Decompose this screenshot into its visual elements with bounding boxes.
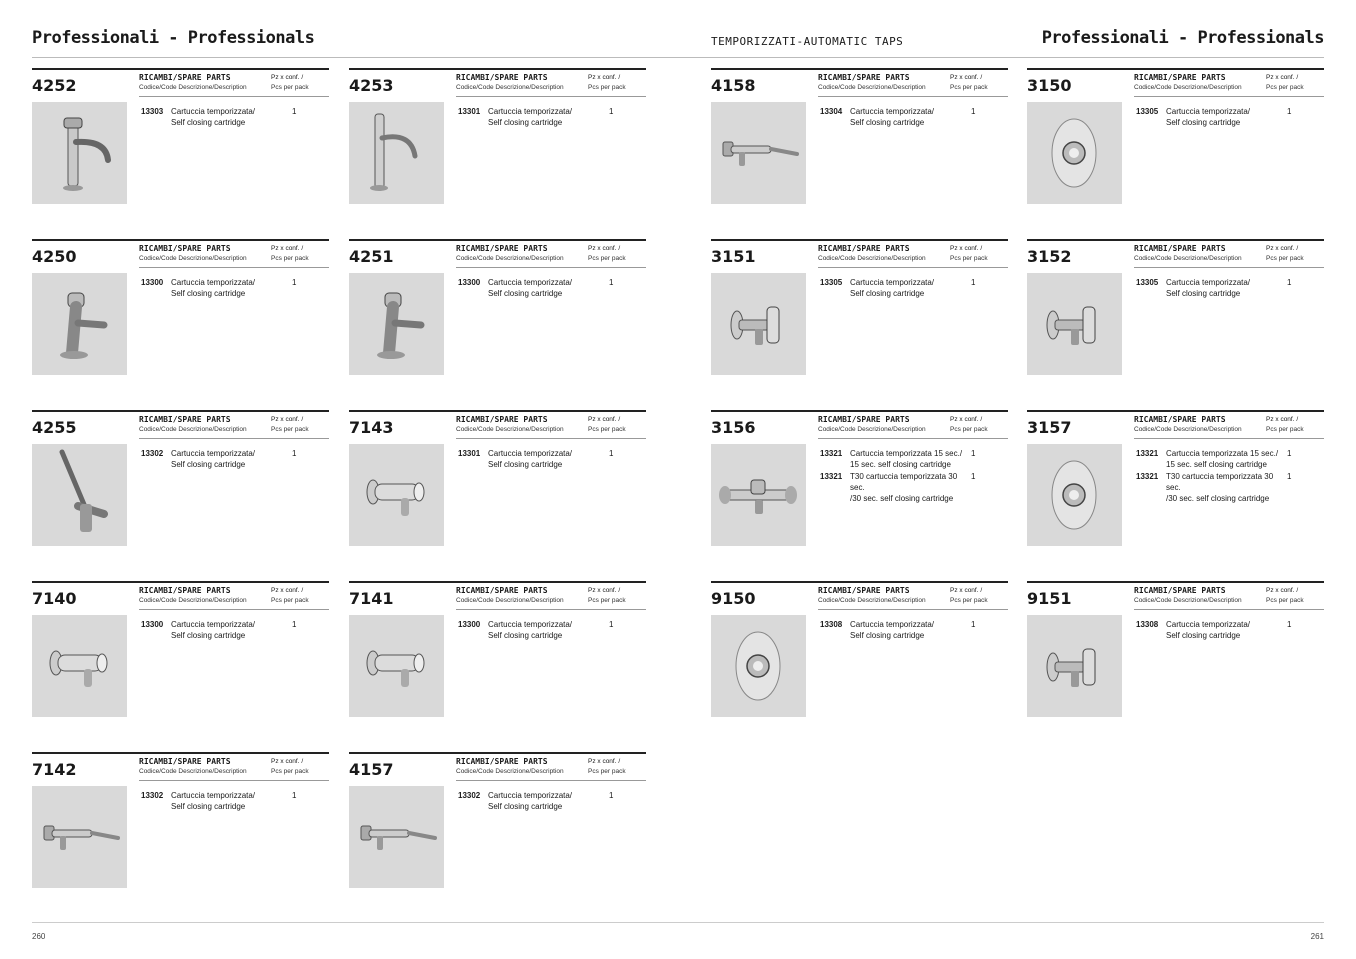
part-quantity: 1	[609, 791, 614, 800]
pcs-per-pack-heading: Pcs per pack	[950, 84, 988, 91]
part-code: 13321	[820, 472, 843, 481]
spare-parts-table	[139, 756, 329, 813]
spare-parts-table	[456, 72, 646, 129]
part-quantity: 1	[609, 449, 614, 458]
spare-parts-heading: RICAMBI/SPARE PARTS Pz x conf. /	[139, 757, 304, 766]
part-code: 13302	[141, 449, 164, 458]
table-rule	[139, 609, 329, 610]
angle-valve-icon	[711, 273, 806, 375]
product-photo	[349, 615, 444, 717]
spare-parts-table	[139, 585, 329, 642]
part-code: 13304	[820, 107, 843, 116]
spare-parts-table	[456, 414, 646, 471]
pcs-heading: Pz x conf. /	[1266, 587, 1299, 594]
spare-parts-heading: RICAMBI/SPARE PARTS Pz x conf. /	[456, 586, 621, 595]
model-number: 3152	[1027, 247, 1072, 266]
wall-push-button-icon	[711, 615, 806, 717]
table-rule	[456, 438, 646, 439]
spare-parts-heading: RICAMBI/SPARE PARTS Pz x conf. /	[139, 244, 304, 253]
header-divider	[32, 57, 1324, 58]
part-code: 13302	[458, 791, 481, 800]
part-quantity: 1	[1287, 472, 1292, 481]
section-subtitle: TEMPORIZZATI-AUTOMATIC TAPS	[711, 35, 904, 48]
part-description: Cartuccia temporizzata/ Self closing cartridge	[488, 449, 573, 469]
pcs-heading: Pz x conf. /	[588, 74, 621, 81]
product-card	[32, 68, 329, 208]
part-code: 13305	[1136, 278, 1159, 287]
part-quantity: 1	[292, 278, 297, 287]
pcs-heading: Pz x conf. /	[950, 587, 983, 594]
pcs-heading: Pz x conf. /	[271, 416, 304, 423]
product-card	[711, 239, 1008, 379]
spare-part-row	[818, 106, 1008, 129]
pcs-per-pack-heading: Pcs per pack	[271, 84, 309, 91]
product-card	[349, 410, 646, 550]
spare-parts-heading: RICAMBI/SPARE PARTS Pz x conf. /	[818, 586, 983, 595]
column-headings: Codice/Code Descrizione/Description Pcs per pack	[1134, 597, 1304, 604]
spare-parts-table	[1134, 243, 1324, 300]
pcs-per-pack-heading: Pcs per pack	[271, 768, 309, 775]
page-number-right: 261	[1310, 932, 1324, 941]
product-photo	[1027, 102, 1122, 204]
pcs-heading: Pz x conf. /	[588, 587, 621, 594]
part-description: T30 cartuccia temporizzata 30 sec. /30 sec. self closing cartridge	[1166, 472, 1274, 503]
card-top-rule	[1027, 410, 1324, 412]
table-rule	[818, 267, 1008, 268]
part-description: Cartuccia temporizzata/ Self closing cartridge	[850, 620, 935, 640]
part-quantity: 1	[292, 620, 297, 629]
spare-parts-heading: RICAMBI/SPARE PARTS Pz x conf. /	[456, 415, 621, 424]
spare-parts-heading: RICAMBI/SPARE PARTS Pz x conf. /	[818, 73, 983, 82]
table-rule	[818, 96, 1008, 97]
card-top-rule	[349, 752, 646, 754]
pcs-heading: Pz x conf. /	[588, 758, 621, 765]
model-number: 3156	[711, 418, 756, 437]
spare-parts-heading: RICAMBI/SPARE PARTS Pz x conf. /	[139, 415, 304, 424]
spare-parts-table	[1134, 414, 1324, 503]
part-quantity: 1	[609, 107, 614, 116]
part-code: 13300	[141, 278, 164, 287]
product-photo	[349, 273, 444, 375]
wall-push-button-icon	[1027, 102, 1122, 204]
product-photo	[711, 102, 806, 204]
page-number-left: 260	[32, 932, 46, 941]
card-top-rule	[32, 239, 329, 241]
spare-parts-table	[456, 756, 646, 813]
pcs-heading: Pz x conf. /	[950, 416, 983, 423]
page-title-left: Professionali - Professionals	[32, 28, 315, 48]
model-number: 4158	[711, 76, 756, 95]
column-headings: Codice/Code Descrizione/Description Pcs per pack	[139, 426, 309, 433]
column-headings: Codice/Code Descrizione/Description Pcs per pack	[139, 768, 309, 775]
table-rule	[818, 609, 1008, 610]
pcs-heading: Pz x conf. /	[271, 245, 304, 252]
part-code: 13300	[141, 620, 164, 629]
angle-valve-icon	[1027, 273, 1122, 375]
spare-parts-heading: RICAMBI/SPARE PARTS Pz x conf. /	[1134, 244, 1299, 253]
spare-parts-heading: RICAMBI/SPARE PARTS Pz x conf. /	[456, 244, 621, 253]
pcs-per-pack-heading: Pcs per pack	[271, 597, 309, 604]
part-description: Cartuccia temporizzata/ Self closing cartridge	[850, 107, 935, 127]
pcs-per-pack-heading: Pcs per pack	[950, 597, 988, 604]
product-card	[32, 410, 329, 550]
spare-part-row	[139, 448, 329, 471]
part-description: T30 cartuccia temporizzata 30 sec. /30 sec. self closing cartridge	[850, 472, 958, 503]
pcs-heading: Pz x conf. /	[588, 416, 621, 423]
wall-tap-lever-icon	[349, 786, 444, 888]
card-top-rule	[349, 581, 646, 583]
part-description: Cartuccia temporizzata/ Self closing cartridge	[488, 107, 573, 127]
spare-part-row	[818, 448, 1008, 471]
part-description: Cartuccia temporizzata/ Self closing cartridge	[850, 278, 935, 298]
basin-tap-slim-icon	[349, 102, 444, 204]
part-description: Cartuccia temporizzata 15 sec./ 15 sec. self closing cartridge	[850, 449, 963, 469]
column-headings: Codice/Code Descrizione/Description Pcs per pack	[1134, 426, 1304, 433]
part-code: 13300	[458, 620, 481, 629]
product-card	[1027, 581, 1324, 721]
spare-part-row	[139, 790, 329, 813]
card-top-rule	[1027, 68, 1324, 70]
pcs-per-pack-heading: Pcs per pack	[950, 255, 988, 262]
spare-parts-heading: RICAMBI/SPARE PARTS Pz x conf. /	[139, 73, 304, 82]
product-card	[349, 239, 646, 379]
pcs-per-pack-heading: Pcs per pack	[1266, 426, 1304, 433]
column-headings: Codice/Code Descrizione/Description Pcs per pack	[818, 597, 988, 604]
product-photo	[711, 444, 806, 546]
table-rule	[818, 438, 1008, 439]
pcs-heading: Pz x conf. /	[950, 245, 983, 252]
part-quantity: 1	[1287, 620, 1292, 629]
card-top-rule	[349, 68, 646, 70]
part-description: Cartuccia temporizzata/ Self closing cartridge	[488, 278, 573, 298]
product-card	[1027, 68, 1324, 208]
card-top-rule	[711, 68, 1008, 70]
model-number: 9151	[1027, 589, 1072, 608]
product-photo	[1027, 444, 1122, 546]
part-quantity: 1	[971, 472, 976, 481]
model-number: 9150	[711, 589, 756, 608]
spare-parts-table	[139, 243, 329, 300]
part-description: Cartuccia temporizzata/ Self closing cartridge	[171, 620, 256, 640]
pcs-per-pack-heading: Pcs per pack	[271, 426, 309, 433]
spare-part-row	[1134, 277, 1324, 300]
part-description: Cartuccia temporizzata/ Self closing cartridge	[171, 278, 256, 298]
wall-push-button-icon	[1027, 444, 1122, 546]
model-number: 4255	[32, 418, 77, 437]
product-photo	[32, 102, 127, 204]
part-code: 13321	[1136, 449, 1159, 458]
spare-parts-heading: RICAMBI/SPARE PARTS Pz x conf. /	[818, 244, 983, 253]
wall-tap-spout-icon	[32, 615, 127, 717]
spare-part-row	[1134, 106, 1324, 129]
part-description: Cartuccia temporizzata/ Self closing cartridge	[488, 791, 573, 811]
part-quantity: 1	[971, 107, 976, 116]
wall-tap-lever-icon	[32, 786, 127, 888]
spare-part-row	[1134, 448, 1324, 471]
part-description: Cartuccia temporizzata/ Self closing cartridge	[171, 449, 256, 469]
model-number: 7142	[32, 760, 77, 779]
column-headings: Codice/Code Descrizione/Description Pcs per pack	[1134, 84, 1304, 91]
part-code: 13301	[458, 449, 481, 458]
spare-parts-heading: RICAMBI/SPARE PARTS Pz x conf. /	[139, 586, 304, 595]
part-quantity: 1	[971, 620, 976, 629]
basin-tap-push-icon	[32, 273, 127, 375]
product-card	[1027, 410, 1324, 550]
pcs-per-pack-heading: Pcs per pack	[588, 597, 626, 604]
spare-parts-table	[456, 585, 646, 642]
table-rule	[139, 267, 329, 268]
part-code: 13301	[458, 107, 481, 116]
pcs-per-pack-heading: Pcs per pack	[588, 84, 626, 91]
model-number: 4250	[32, 247, 77, 266]
part-code: 13321	[820, 449, 843, 458]
spare-parts-table	[139, 414, 329, 471]
part-code: 13305	[820, 278, 843, 287]
table-rule	[1134, 267, 1324, 268]
spare-part-row	[456, 619, 646, 642]
spare-parts-heading: RICAMBI/SPARE PARTS Pz x conf. /	[818, 415, 983, 424]
model-number: 7141	[349, 589, 394, 608]
column-headings: Codice/Code Descrizione/Description Pcs per pack	[818, 426, 988, 433]
pcs-heading: Pz x conf. /	[271, 587, 304, 594]
spare-part-row	[456, 277, 646, 300]
spare-parts-heading: RICAMBI/SPARE PARTS Pz x conf. /	[456, 73, 621, 82]
card-top-rule	[711, 239, 1008, 241]
product-card	[349, 68, 646, 208]
card-top-rule	[32, 68, 329, 70]
product-photo	[711, 273, 806, 375]
part-quantity: 1	[609, 620, 614, 629]
model-number: 3150	[1027, 76, 1072, 95]
part-code: 13305	[1136, 107, 1159, 116]
spare-parts-heading: RICAMBI/SPARE PARTS Pz x conf. /	[1134, 586, 1299, 595]
column-headings: Codice/Code Descrizione/Description Pcs per pack	[1134, 255, 1304, 262]
pcs-per-pack-heading: Pcs per pack	[1266, 255, 1304, 262]
part-quantity: 1	[609, 278, 614, 287]
spare-parts-heading: RICAMBI/SPARE PARTS Pz x conf. /	[1134, 415, 1299, 424]
part-quantity: 1	[292, 791, 297, 800]
page-title-right: Professionali - Professionals	[1041, 28, 1324, 48]
product-card	[711, 68, 1008, 208]
product-photo	[1027, 615, 1122, 717]
spare-parts-table	[456, 243, 646, 300]
spare-parts-table	[818, 585, 1008, 642]
part-code: 13308	[1136, 620, 1159, 629]
part-quantity: 1	[1287, 278, 1292, 287]
column-headings: Codice/Code Descrizione/Description Pcs per pack	[456, 597, 626, 604]
spare-parts-table	[1134, 72, 1324, 129]
basin-tap-push-icon	[349, 273, 444, 375]
model-number: 4253	[349, 76, 394, 95]
product-card	[32, 239, 329, 379]
product-photo	[349, 444, 444, 546]
part-code: 13302	[141, 791, 164, 800]
pcs-heading: Pz x conf. /	[1266, 245, 1299, 252]
product-card	[711, 410, 1008, 550]
spare-part-row	[818, 277, 1008, 300]
footer-divider	[32, 922, 1324, 923]
column-headings: Codice/Code Descrizione/Description Pcs per pack	[456, 768, 626, 775]
pcs-per-pack-heading: Pcs per pack	[950, 426, 988, 433]
part-code: 13300	[458, 278, 481, 287]
shower-mixer-icon	[711, 444, 806, 546]
part-description: Cartuccia temporizzata/ Self closing cartridge	[488, 620, 573, 640]
pcs-heading: Pz x conf. /	[1266, 74, 1299, 81]
spare-parts-table	[818, 243, 1008, 300]
product-photo	[32, 444, 127, 546]
table-rule	[1134, 609, 1324, 610]
pcs-per-pack-heading: Pcs per pack	[271, 255, 309, 262]
wall-tap-spout-icon	[349, 615, 444, 717]
card-top-rule	[349, 410, 646, 412]
column-headings: Codice/Code Descrizione/Description Pcs per pack	[139, 597, 309, 604]
part-quantity: 1	[971, 449, 976, 458]
column-headings: Codice/Code Descrizione/Description Pcs per pack	[456, 84, 626, 91]
basin-tap-lever-icon	[32, 444, 127, 546]
product-card	[32, 752, 329, 892]
spare-parts-table	[818, 414, 1008, 503]
spare-part-row	[456, 106, 646, 129]
spare-part-row	[139, 277, 329, 300]
part-quantity: 1	[292, 107, 297, 116]
card-top-rule	[1027, 239, 1324, 241]
table-rule	[139, 780, 329, 781]
product-card	[349, 581, 646, 721]
card-top-rule	[32, 752, 329, 754]
card-top-rule	[711, 410, 1008, 412]
model-number: 7140	[32, 589, 77, 608]
product-photo	[349, 786, 444, 888]
product-photo	[32, 615, 127, 717]
part-quantity: 1	[292, 449, 297, 458]
basin-mixer-tall-icon	[32, 102, 127, 204]
part-quantity: 1	[1287, 449, 1292, 458]
spare-part-row	[456, 448, 646, 471]
table-rule	[456, 267, 646, 268]
part-description: Cartuccia temporizzata/ Self closing cartridge	[171, 791, 256, 811]
spare-part-row	[818, 471, 1008, 503]
pcs-per-pack-heading: Pcs per pack	[588, 255, 626, 262]
part-code: 13321	[1136, 472, 1159, 481]
card-top-rule	[349, 239, 646, 241]
column-headings: Codice/Code Descrizione/Description Pcs per pack	[456, 255, 626, 262]
column-headings: Codice/Code Descrizione/Description Pcs per pack	[139, 255, 309, 262]
table-rule	[1134, 96, 1324, 97]
wall-tap-lever-icon	[711, 102, 806, 204]
part-description: Cartuccia temporizzata/ Self closing cartridge	[1166, 107, 1251, 127]
part-description: Cartuccia temporizzata 15 sec./ 15 sec. self closing cartridge	[1166, 449, 1279, 469]
spare-part-row	[456, 790, 646, 813]
spare-parts-table	[139, 72, 329, 129]
product-card	[32, 581, 329, 721]
column-headings: Codice/Code Descrizione/Description Pcs per pack	[139, 84, 309, 91]
spare-part-row	[1134, 619, 1324, 642]
pcs-per-pack-heading: Pcs per pack	[588, 768, 626, 775]
model-number: 7143	[349, 418, 394, 437]
table-rule	[456, 609, 646, 610]
part-quantity: 1	[1287, 107, 1292, 116]
part-description: Cartuccia temporizzata/ Self closing cartridge	[171, 107, 256, 127]
product-photo	[32, 273, 127, 375]
model-number: 4157	[349, 760, 394, 779]
model-number: 3157	[1027, 418, 1072, 437]
spare-parts-heading: RICAMBI/SPARE PARTS Pz x conf. /	[456, 757, 621, 766]
column-headings: Codice/Code Descrizione/Description Pcs per pack	[818, 255, 988, 262]
table-rule	[456, 780, 646, 781]
table-rule	[139, 438, 329, 439]
column-headings: Codice/Code Descrizione/Description Pcs per pack	[818, 84, 988, 91]
table-rule	[1134, 438, 1324, 439]
spare-part-row	[139, 619, 329, 642]
table-rule	[139, 96, 329, 97]
product-photo	[32, 786, 127, 888]
spare-part-row	[818, 619, 1008, 642]
card-top-rule	[711, 581, 1008, 583]
spare-parts-table	[1134, 585, 1324, 642]
card-top-rule	[32, 410, 329, 412]
model-number: 3151	[711, 247, 756, 266]
pcs-per-pack-heading: Pcs per pack	[1266, 84, 1304, 91]
product-card	[1027, 239, 1324, 379]
part-code: 13303	[141, 107, 164, 116]
card-top-rule	[32, 581, 329, 583]
pcs-per-pack-heading: Pcs per pack	[1266, 597, 1304, 604]
model-number: 4252	[32, 76, 77, 95]
part-description: Cartuccia temporizzata/ Self closing cartridge	[1166, 620, 1251, 640]
product-photo	[349, 102, 444, 204]
part-description: Cartuccia temporizzata/ Self closing cartridge	[1166, 278, 1251, 298]
product-photo	[1027, 273, 1122, 375]
product-card	[711, 581, 1008, 721]
table-rule	[456, 96, 646, 97]
spare-part-row	[1134, 471, 1324, 503]
product-photo	[711, 615, 806, 717]
pcs-heading: Pz x conf. /	[588, 245, 621, 252]
product-card	[349, 752, 646, 892]
part-code: 13308	[820, 620, 843, 629]
angle-valve-icon	[1027, 615, 1122, 717]
spare-parts-heading: RICAMBI/SPARE PARTS Pz x conf. /	[1134, 73, 1299, 82]
spare-part-row	[139, 106, 329, 129]
pcs-heading: Pz x conf. /	[271, 758, 304, 765]
part-quantity: 1	[971, 278, 976, 287]
pcs-heading: Pz x conf. /	[1266, 416, 1299, 423]
model-number: 4251	[349, 247, 394, 266]
spare-parts-table	[818, 72, 1008, 129]
column-headings: Codice/Code Descrizione/Description Pcs per pack	[456, 426, 626, 433]
pcs-per-pack-heading: Pcs per pack	[588, 426, 626, 433]
pcs-heading: Pz x conf. /	[950, 74, 983, 81]
wall-tap-spout-icon	[349, 444, 444, 546]
pcs-heading: Pz x conf. /	[271, 74, 304, 81]
card-top-rule	[1027, 581, 1324, 583]
